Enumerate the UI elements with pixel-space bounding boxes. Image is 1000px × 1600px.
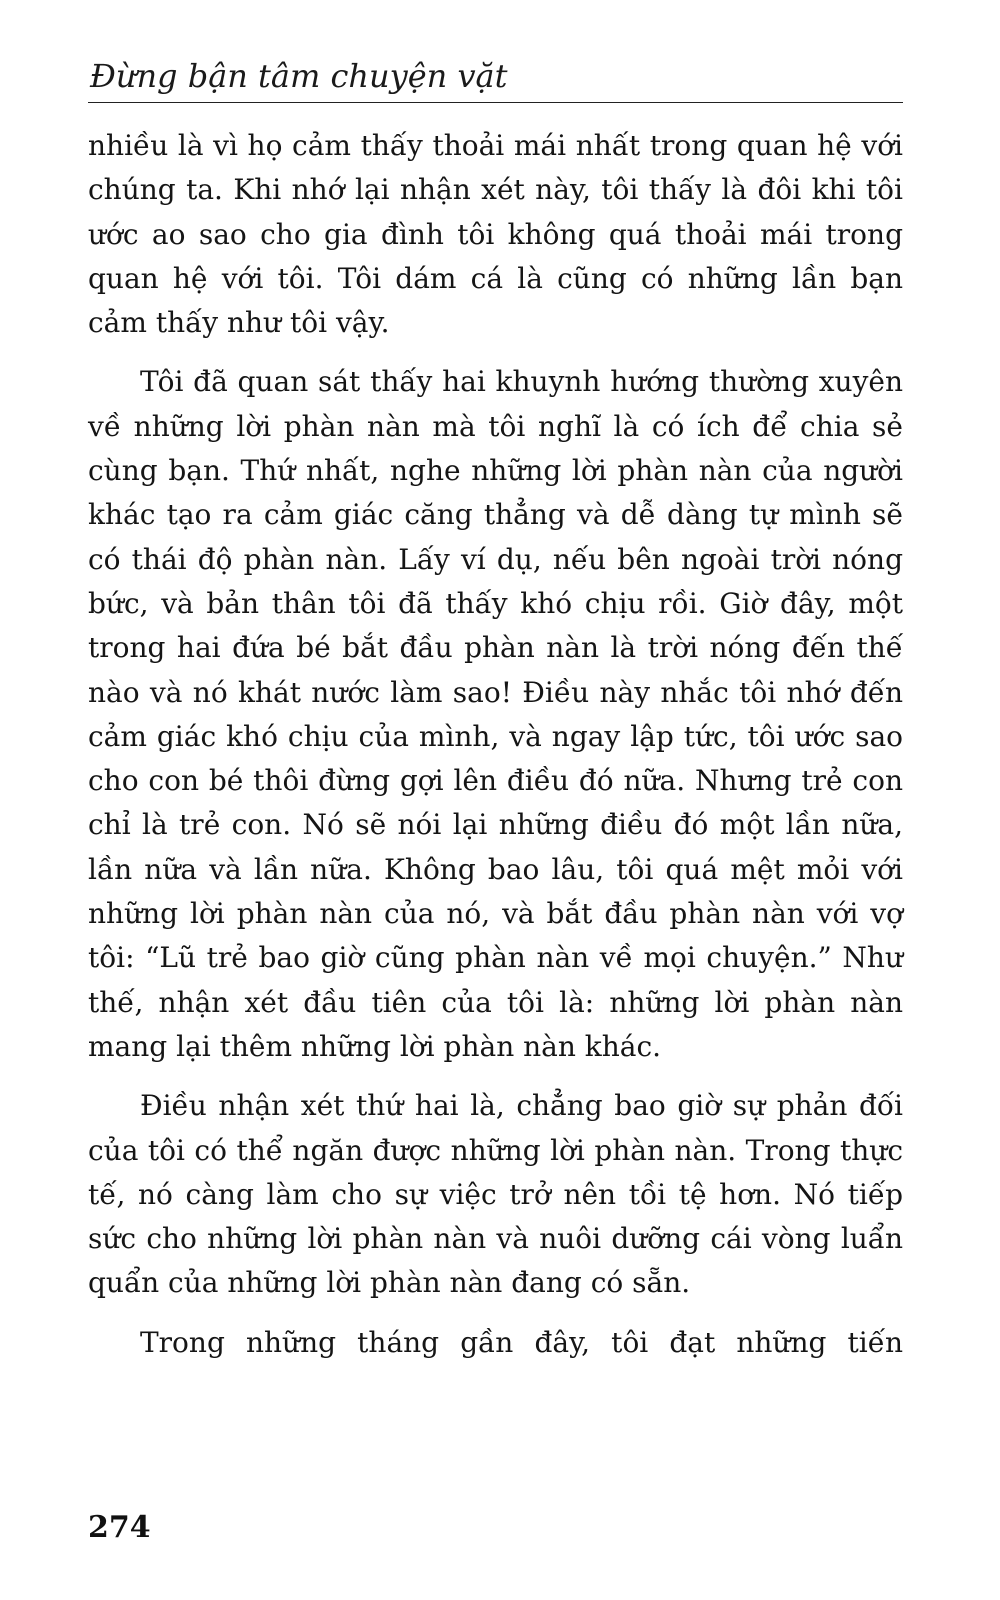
body-text: [88, 124, 903, 1380]
running-title: Đừng bận tâm chuyện vặt: [90, 57, 508, 95]
page-number: 274: [88, 1510, 151, 1545]
paragraph-continued: nhiều là vì họ cảm thấy thoải mái nhất trong quan hệ với chúng ta. Khi nhớ lại nhận xét này, tôi thấy là đôi khi tôi ước ao sao cho gia đình tôi không quá thoải mái trong quan hệ với tôi. Tôi dám cá là cũng có những lần bạn cảm thấy như tôi vậy.: [88, 129, 903, 340]
running-header: [88, 56, 903, 103]
paragraph: Điều nhận xét thứ hai là, chẳng bao giờ sự phản đối của tôi có thể ngăn được những lời phàn nàn. Trong thực tế, nó càng làm cho sự việc trở nên tồi tệ hơn. Nó tiếp sức cho những lời phàn nàn và nuôi dưỡng cái vòng luẩn quẩn của những lời phàn nàn đang có sẵn.: [88, 1089, 903, 1300]
paragraph: Tôi đã quan sát thấy hai khuynh hướng thường xuyên về những lời phàn nàn mà tôi nghĩ là có ích để chia sẻ cùng bạn. Thứ nhất, nghe những lời phàn nàn của người khác tạo ra cảm giác căng thẳng và dễ dàng tự mình sẽ có thái độ phàn nàn. Lấy ví dụ, nếu bên ngoài trời nóng bức, và bản thân tôi đã thấy khó chịu rồi. Giờ đây, một trong hai đứa bé bắt đầu phàn nàn là trời nóng đến thế nào và nó khát nước làm sao! Điều này nhắc tôi nhớ đến cảm giác khó chịu của mình, và ngay lập tức, tôi ước sao cho con bé thôi đừng gợi lên điều đó nữa. Nhưng trẻ con chỉ là trẻ con. Nó sẽ nói lại những điều đó một lần nữa, lần nữa và lần nữa. Không bao lâu, tôi quá mệt mỏi với những lời phàn nàn của nó, và bắt đầu phàn nàn với vợ tôi: “Lũ trẻ bao giờ cũng phàn nàn về mọi chuyện.” Như thế, nhận xét đầu tiên của tôi là: những lời phàn nàn mang lại thêm những lời phàn nàn khác.: [88, 365, 903, 1063]
paragraph-continues: Trong những tháng gần đây, tôi đạt những tiến: [140, 1325, 903, 1359]
